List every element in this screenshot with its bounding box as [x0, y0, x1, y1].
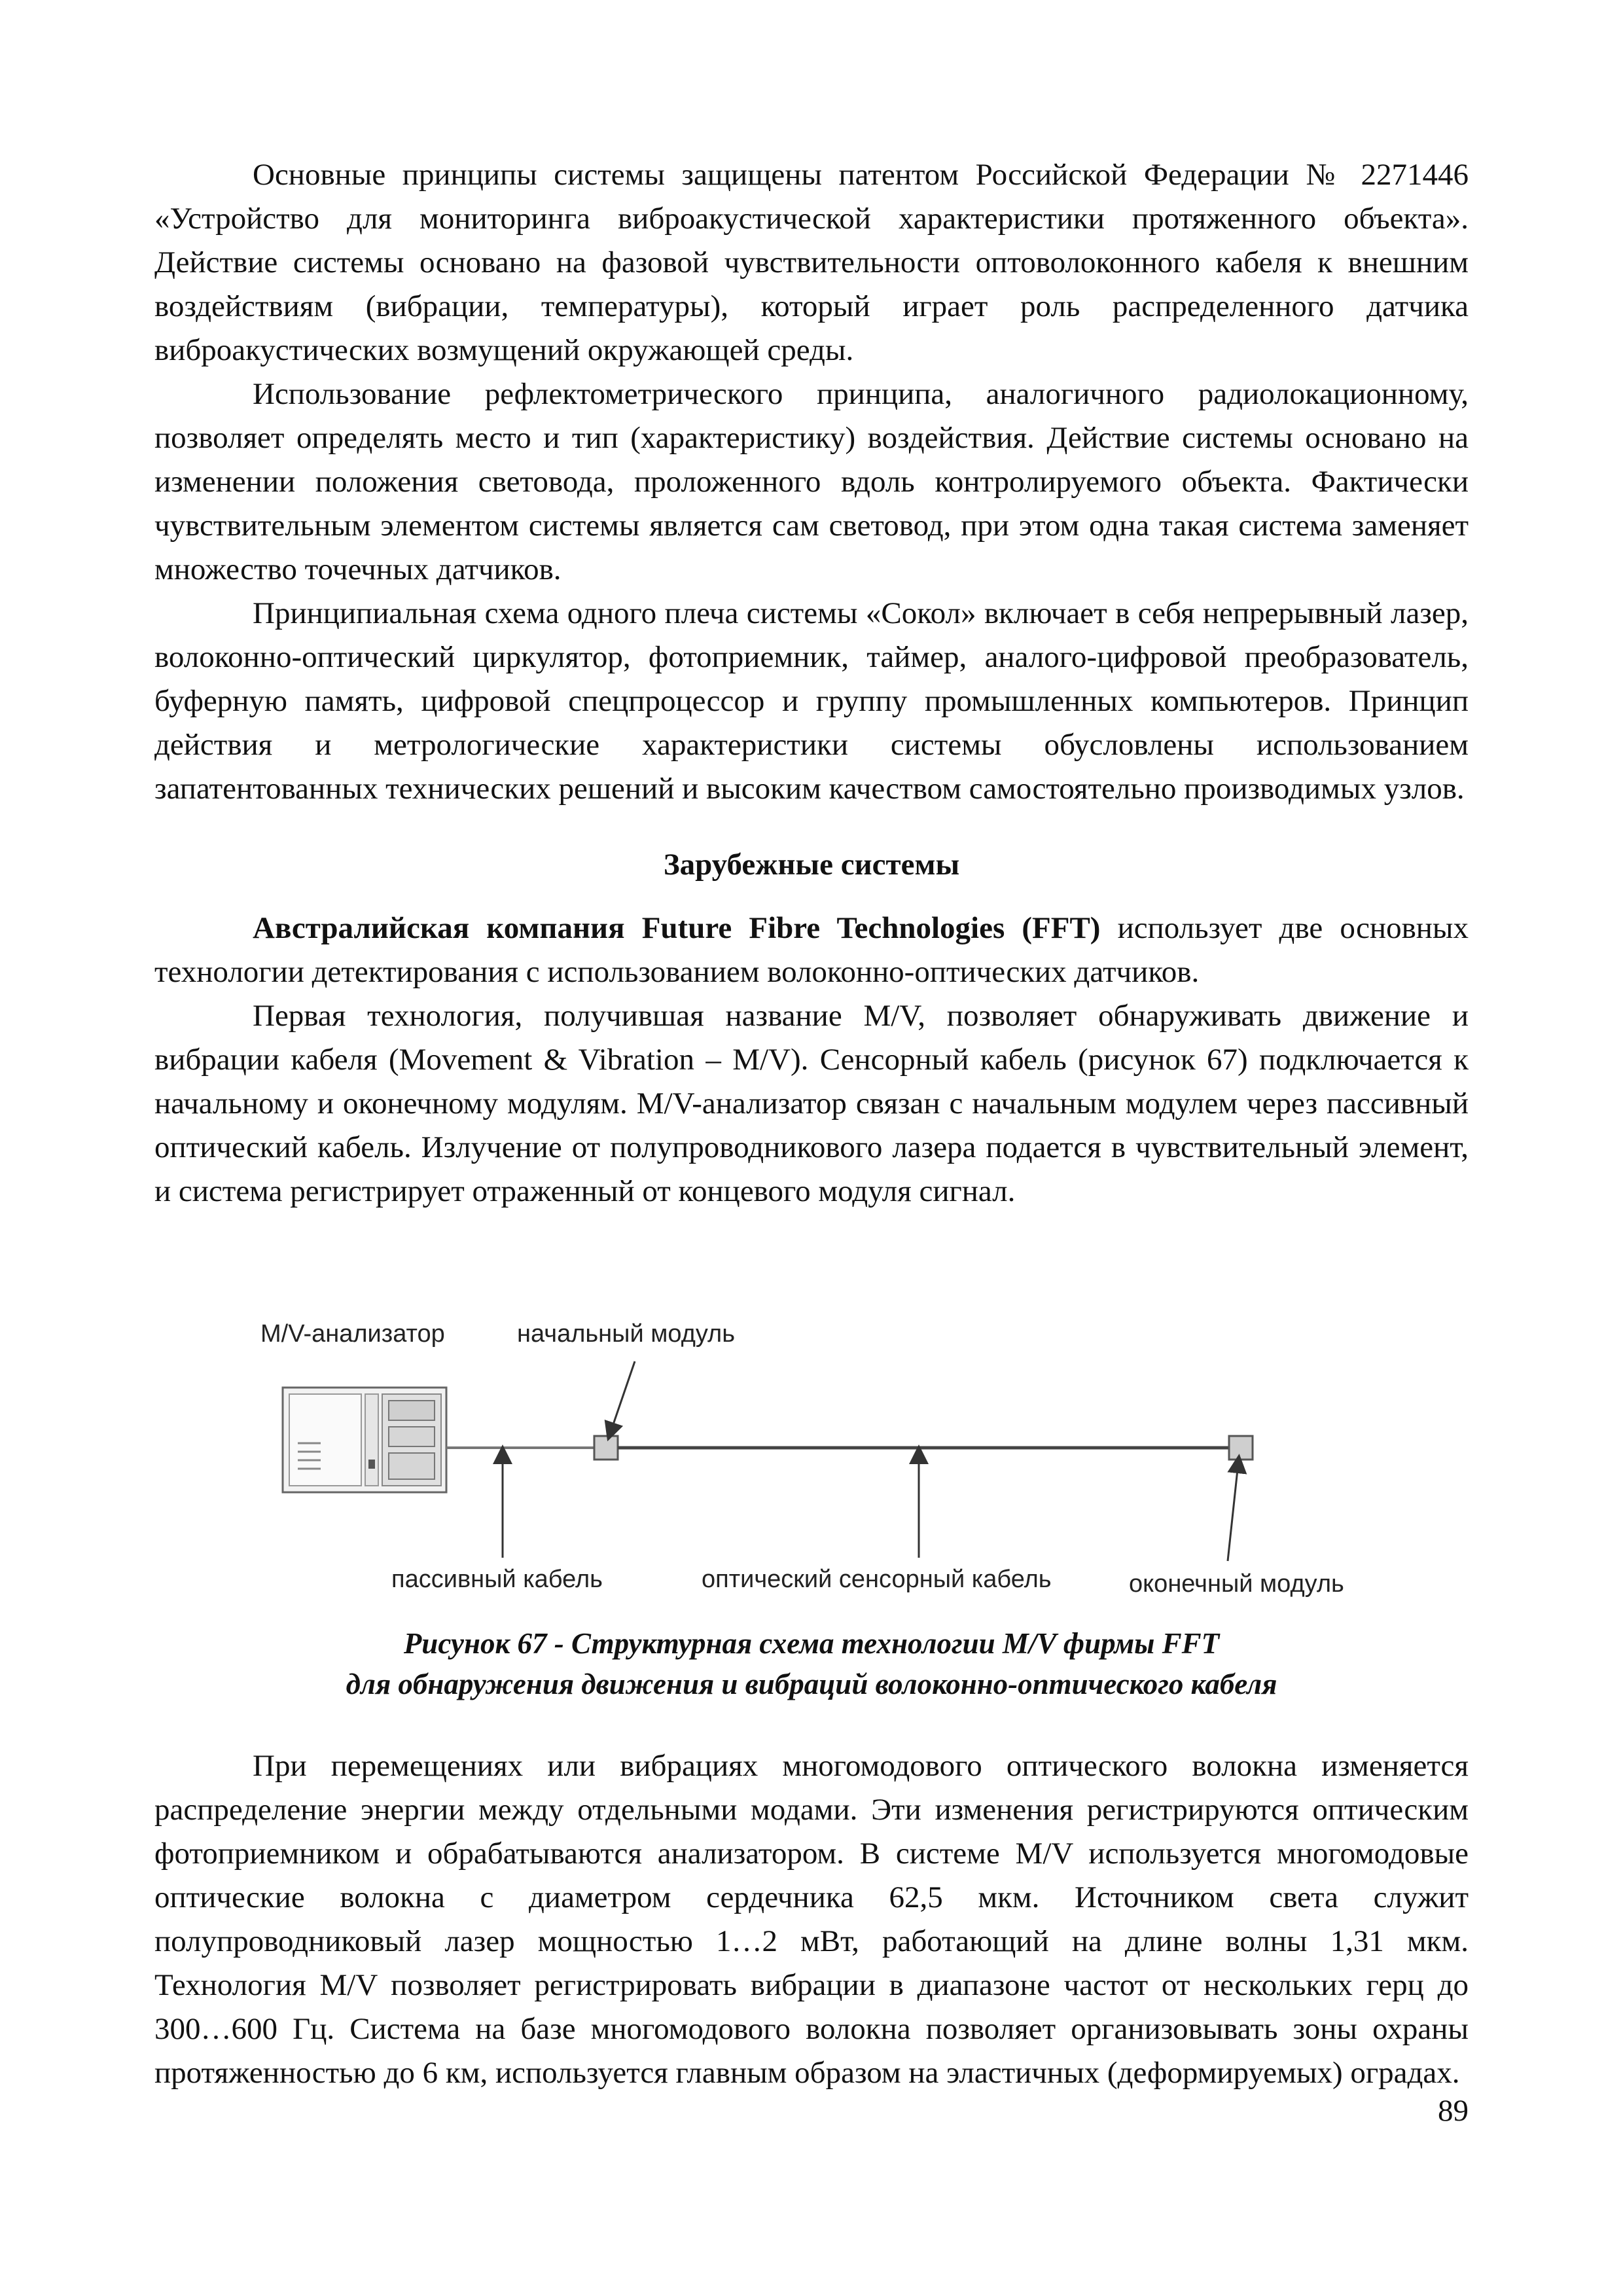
label-analyzer: M/V-анализатор — [260, 1320, 445, 1348]
paragraph-mv: Первая технология, получившая название M/V, позволяет обнаруживать движение и вибрации кабеля (Movement & Vibration – M/V). Сенсорный кабель (рисунок 67) подключается к начальному и оконечному модулям. M/V-анализатор связан с начальным модулем через пассивный оптический кабель. Излучение от полупроводникового лазера подается в чувствительный элемент, и система регистрирует отраженный от концевого модуля сигнал. — [154, 999, 1469, 1208]
caption-line-2: для обнаружения движения и вибраций волоконно-оптического кабеля — [346, 1668, 1277, 1700]
caption-line-1: Рисунок 67 - Структурная схема технологии M/V фирмы FFT — [403, 1627, 1220, 1660]
paragraph-fft — [154, 906, 1469, 994]
arrow-end-module — [1228, 1463, 1238, 1561]
paragraph-fft-rest: использует две основных технологии детектирования с использованием волоконно-оптических датчиков. — [154, 911, 1469, 989]
label-end-module: оконечный модуль — [1129, 1570, 1344, 1597]
figure-67-diagram — [249, 1302, 1427, 1597]
start-module-box — [594, 1436, 618, 1460]
section-heading: Зарубежные системы — [663, 848, 960, 882]
page-number: 89 — [1438, 2094, 1469, 2128]
paragraph-sokol-scheme: Принципиальная схема одного плеча системы «Сокол» включает в себя непрерывный лазер, волоконно-оптический циркулятор, фотоприемник, таймер, аналого-цифровой преобразователь, буферную память, цифровой спецпроцессор и группу промышленных компьютеров. Принцип действия и метрологические характеристики системы обусловлены использованием запатентованных технических решений и высоким качеством самостоятельно производимых узлов. — [154, 596, 1469, 806]
label-start-module: начальный модуль — [517, 1320, 736, 1348]
figure-caption — [154, 1623, 1469, 1704]
paragraph-reflectometry: Использование рефлектометрического принципа, аналогичного радиолокационному, позволяет определять место и тип (характеристику) воздействия. Действие системы основано на изменении положения световода, проложенного вдоль контролируемого объекта. Фактически чувствительным элементом системы является сам световод, при этом одна такая система заменяет множество точечных датчиков. — [154, 377, 1469, 586]
arrow-start-module — [611, 1361, 635, 1432]
company-name: Австралийская компания Future Fibre Technologies (FFT) — [253, 911, 1101, 945]
end-module-box — [1229, 1436, 1253, 1460]
paragraph-patent: Основные принципы системы защищены патентом Российской Федерации № 2271446 «Устройство для мониторинга виброакустической характеристики протяженного объекта». Действие системы основано на фазовой чувствительности оптоволоконного кабеля к внешним воздействиям (вибрации, температуры), который играет роль распределенного датчика виброакустических возмущений окружающей среды. — [154, 158, 1469, 367]
analyzer-device — [283, 1388, 446, 1492]
label-passive-cable: пассивный кабель — [391, 1566, 603, 1593]
paragraph-multimode: При перемещениях или вибрациях многомодового оптического волокна изменяется распределение энергии между отдельными модами. Эти изменения регистрируются оптическим фотоприемником и обрабатываются анализатором. В системе M/V используется многомодовые оптические волокна с диаметром сердечника 62,5 мкм. Источником света служит полупроводниковый лазер мощностью 1…2 мВт, работающий на длине волны 1,31 мкм. Технология M/V позволяет регистрировать вибрации в диапазоне частот от нескольких герц до 300…600 Гц. Система на базе многомодового волокна позволяет организовывать зоны охраны протяженностью до 6 км, используется главным образом на эластичных (деформируемых) оградах. — [154, 1749, 1469, 2090]
multimode-text-block — [154, 1744, 1469, 2095]
fft-text-block — [154, 906, 1469, 1213]
intro-text-block — [154, 153, 1469, 811]
label-sensor-cable: оптический сенсорный кабель — [702, 1566, 1052, 1593]
